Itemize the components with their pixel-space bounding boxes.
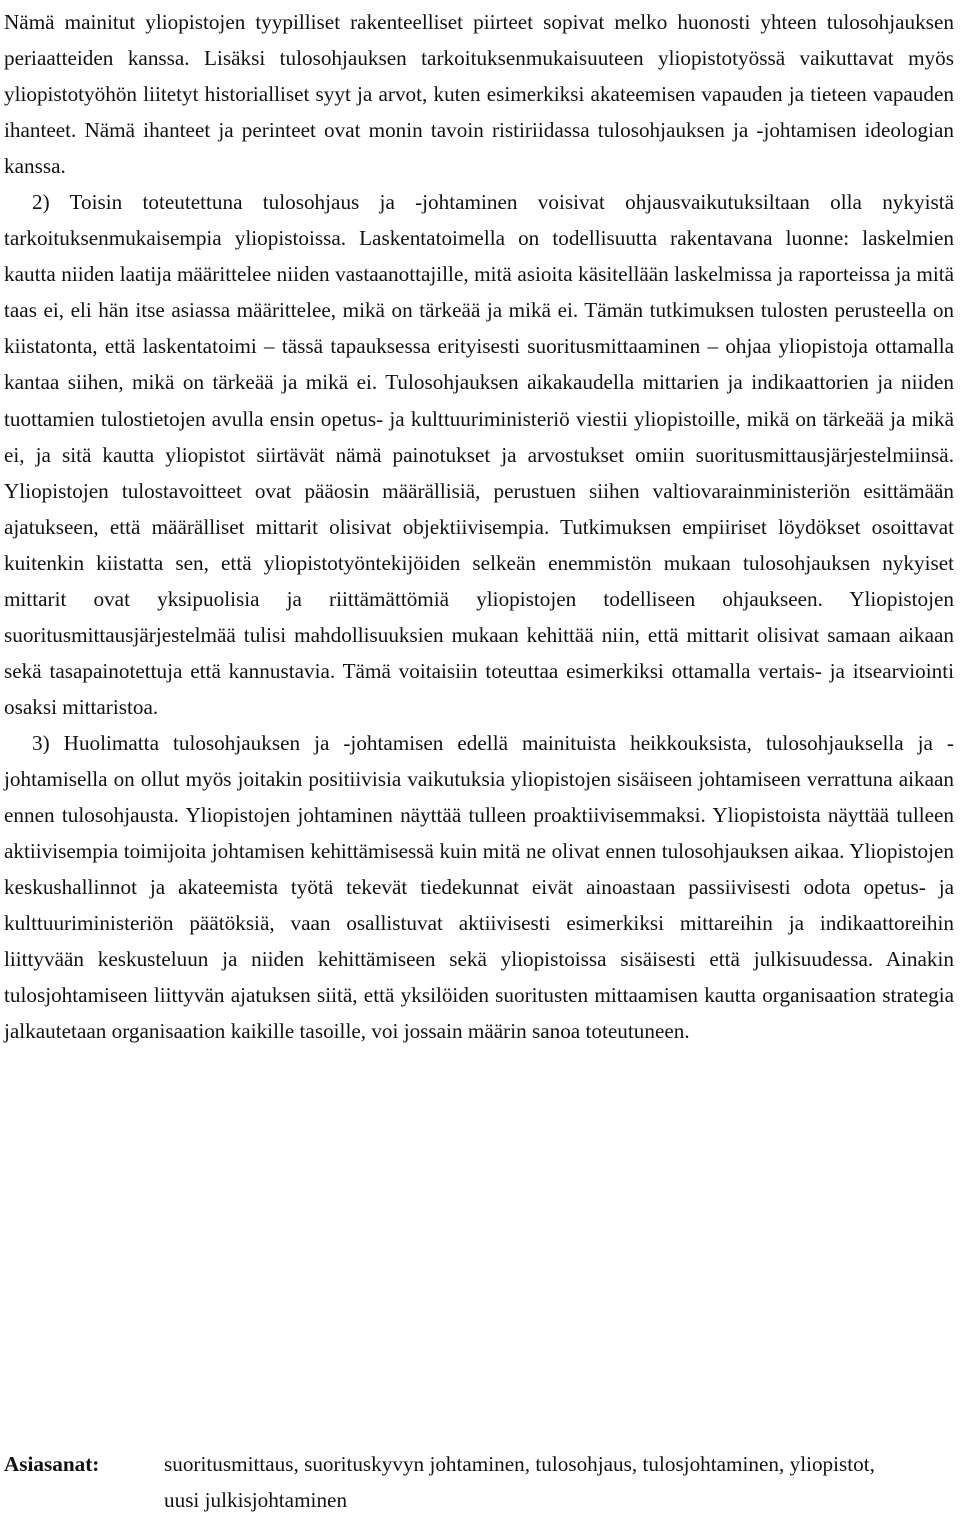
keywords-list: suoritusmittaus, suorituskyvyn johtaminen, tulosohjaus, tulosjohtaminen, yliopistot, uusi julkisjohtaminen <box>164 1452 875 1513</box>
keywords-section <box>4 1446 954 1518</box>
document-body <box>4 4 954 1049</box>
paragraph-conclusion-3: 3) Huolimatta tulosohjauksen ja -johtamisen edellä mainituista heikkouksista, tulosohjauksella ja -johtamisella on ollut myös joitakin positiivisia vaikutuksia yliopistojen sisäiseen johtamiseen verrattuna aikaan ennen tulosohjausta. Yliopistojen johtaminen näyttää tulleen proaktiivisemmaksi. Yliopistoista näyttää tulleen aktiivisempia toimijoita johtamisen kehittämisessä kuin mitä ne olivat ennen tulosohjauksen aikaa. Yliopistojen keskushallinnot ja akateemista työtä tekevät tiedekunnat eivät ainoastaan passiivisesti odota opetus- ja kulttuuriministeriön päätöksiä, vaan osallistuvat aktiivisesti esimerkiksi mittareihin ja indikaattoreihin liittyvään keskusteluun ja niiden kehittämiseen sekä yliopistoissa sisäisesti että julkisuudessa. Ainakin tulosjohtamiseen liittyvän ajatuksen siitä, että yksilöiden suoritusten mittaamisen kautta organisaation strategia jalkautetaan organisaation kaikille tasoille, voi jossain määrin sanoa toteutuneen. <box>4 730 954 1044</box>
paragraph-conclusion-2: 2) Toisin toteutettuna tulosohjaus ja -johtaminen voisivat ohjausvaikutuksiltaan olla nykyistä tarkoituksenmukaisempia yliopistoissa. Laskentatoimella on todellisuutta rakentavana luonne: laskelmien kautta niiden laatija määrittelee niiden vastaanottajille, mitä asioita käsitellään laskelmissa ja raporteissa ja mitä taas ei, eli hän itse asiassa määrittelee, mikä on tärkeää ja mikä ei. Tämän tutkimuksen tulosten perusteella on kiistatonta, että laskentatoimi – tässä tapauksessa erityisesti suoritusmittaaminen – ohjaa yliopistoja ottamalla kantaa siihen, mikä on tärkeää ja mikä ei. Tulosohjauksen aikakaudella mittarien ja indikaattorien ja niiden tuottamien tulostietojen avulla ensin opetus- ja kulttuuriministeriö viestii yliopistoille, mikä on tärkeää ja mikä ei, ja sitä kautta yliopistot siirtävät nämä painotukset ja arvostukset omiin suoritusmittausjärjestelmiinsä. Yliopistojen tulostavoitteet ovat pääosin määrällisiä, perustuen siihen valtiovarainministeriön esittämään ajatukseen, että määrälliset mittarit olisivat objektiivisempia. Tutkimuksen empiiriset löydökset osoittavat kuitenkin kiistatta sen, että yliopistotyöntekijöiden selkeän enemmistön mukaan tulosohjauksen nykyiset mittarit ovat yksipuolisia ja riittämättömiä yliopistojen todelliseen ohjaukseen. Yliopistojen suoritusmittausjärjestelmää tulisi mahdollisuuksien mukaan kehittää niin, että mittarit olisivat samaan aikaan sekä tasapainotettuja että kannustavia. Tämä voitaisiin toteuttaa esimerkiksi ottamalla vertais- ja itsearviointi osaksi mittaristoa. <box>4 190 954 719</box>
keywords-label: Asiasanat: <box>4 1452 100 1476</box>
paragraph-structural-features: Nämä mainitut yliopistojen tyypilliset rakenteelliset piirteet sopivat melko huonosti yhteen tulosohjauksen periaatteiden kanssa. Lisäksi tulosohjauksen tarkoituksenmukaisuuteen yliopistotyössä vaikuttavat myös yliopistotyöhön liitetyt historialliset syyt ja arvot, kuten esimerkiksi akateemisen vapauden ja tieteen vapauden ihanteet. Nämä ihanteet ja perinteet ovat monin tavoin ristiriidassa tulosohjauksen ja -johtamisen ideologian kanssa. <box>4 10 954 179</box>
